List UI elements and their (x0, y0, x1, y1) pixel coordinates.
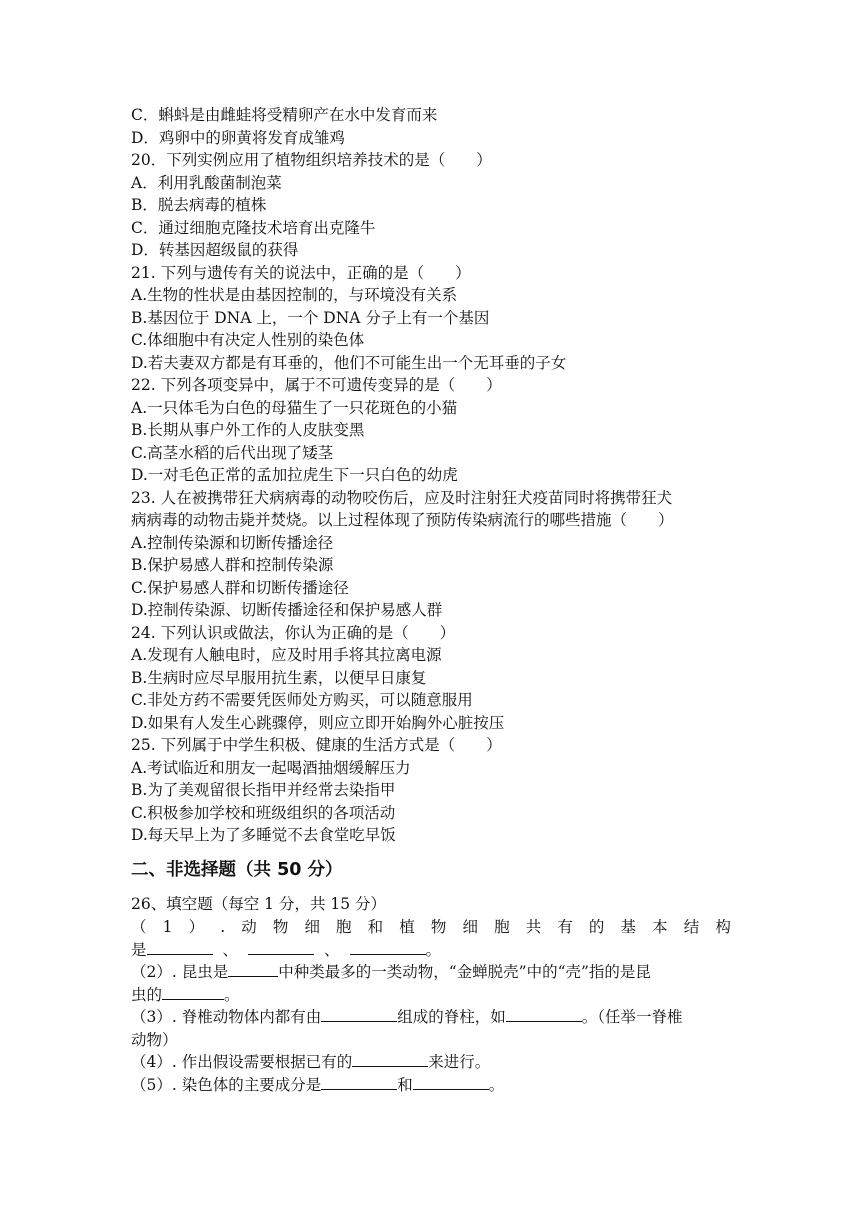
q24-option-d: D.如果有人发生心跳骤停，则应立即开始胸外心脏按压 (131, 714, 505, 732)
q26-part1-text: 是 (131, 941, 147, 959)
answer-blank[interactable] (506, 1007, 582, 1022)
q20-option-a: A．利用乳酸菌制泡菜 (131, 174, 282, 192)
q26-part1-char: . (220, 918, 226, 936)
q26-part5-text: 。 (488, 1076, 505, 1094)
q26-part1-char: 物 (272, 918, 289, 936)
q25-option-d: D.每天早上为了多睡觉不去食堂吃早饭 (131, 826, 396, 844)
q26-part1-char: 基 (620, 918, 637, 936)
answer-blank[interactable] (228, 962, 278, 977)
q26-part2-text: 中种类最多的一类动物，“金蝉脱壳”中的“壳”指的是昆 (278, 963, 651, 981)
q26-part1-char: ） (188, 918, 205, 936)
q26-part1-char: 本 (652, 918, 668, 936)
q22-stem: 22. 下列各项变异中，属于不可遗传变异的是（ ） (131, 376, 502, 394)
q21-option-b: B.基因位于 DNA 上，一个 DNA 分子上有一个基因 (131, 309, 490, 327)
q23-option-d: D.控制传染源、切断传播途径和保护易感人群 (131, 601, 443, 619)
answer-blank[interactable] (350, 940, 426, 955)
q23-option-c: C.保护易感人群和切断传播途径 (131, 579, 349, 597)
q23-option-b: B.保护易感人群和控制传染源 (131, 556, 334, 574)
q25-option-b: B.为了美观留很长指甲并经常去染指甲 (131, 781, 396, 799)
q26-part2-line2 (131, 984, 731, 1006)
q26-part3-text: 组成的脊柱，如 (397, 1008, 506, 1026)
q22-option-d: D.一对毛色正常的孟加拉虎生下一只白色的幼虎 (131, 466, 458, 484)
q26-part1-char: （ (131, 918, 147, 936)
q26-part1-char: 有 (557, 918, 573, 936)
q22-option-c: C.高茎水稻的后代出现了矮茎 (131, 444, 334, 462)
answer-blank[interactable] (321, 1007, 397, 1022)
answer-blank[interactable] (162, 985, 224, 1000)
q21-option-a: A.生物的性状是由基因控制的，与环境没有关系 (131, 286, 458, 304)
q26-part4-text: 来进行。 (428, 1053, 491, 1071)
answer-blank[interactable] (248, 940, 314, 955)
q19-option-c: C．蝌蚪是由雌蛙将受精卵产在水中发育而来 (131, 106, 438, 124)
q26-part3-line1 (131, 1006, 731, 1028)
q20-option-d: D．转基因超级鼠的获得 (131, 241, 299, 259)
q26-part3-line2: 动物） (131, 1031, 178, 1049)
q22-option-a: A.一只体毛为白色的母猫生了一只花斑色的小猫 (131, 399, 458, 417)
q25-option-c: C.积极参加学校和班级组织的各项活动 (131, 804, 396, 822)
q26-part1-char: 胞 (336, 918, 352, 936)
q26-part1-char: 结 (683, 918, 700, 936)
q19-option-d: D．鸡卵中的卵黄将发育成雏鸡 (131, 129, 345, 147)
q21-option-c: C.体细胞中有决定人性别的染色体 (131, 331, 365, 349)
q26-part4-text: （4）. 作出假设需要根据已有的 (131, 1053, 353, 1071)
q26-part5-text: 和 (397, 1076, 413, 1094)
q26-part5 (131, 1074, 731, 1096)
q21-option-d: D.若夫妻双方都是有耳垂的，他们不可能生出一个无耳垂的子女 (131, 354, 567, 372)
q26-part1-line2 (131, 939, 731, 961)
answer-blank[interactable] (413, 1075, 489, 1090)
q26-part5-text: （5）. 染色体的主要成分是 (131, 1076, 322, 1094)
q25-option-a: A.考试临近和朋友一起喝酒抽烟缓解压力 (131, 759, 411, 777)
q21-stem: 21. 下列与遗传有关的说法中，正确的是（ ） (131, 264, 471, 282)
q20-stem: 20．下列实例应用了植物组织培养技术的是（ ） (131, 151, 492, 169)
q26-part4 (131, 1051, 731, 1073)
q20-option-c: C．通过细胞克隆技术培育出克隆牛 (131, 219, 376, 237)
q26-part1-char: 植 (399, 918, 415, 936)
q26-part1-line1 (131, 916, 731, 938)
answer-blank[interactable] (147, 940, 213, 955)
q26-part1-end: 。 (425, 941, 442, 959)
q26-part1-char: 1 (162, 918, 173, 936)
separator: 、 (222, 941, 239, 959)
q23-option-a: A.控制传染源和切断传播途径 (131, 534, 334, 552)
q26-part1-char: 胞 (494, 918, 510, 936)
q26-part1-char: 动 (241, 918, 257, 936)
q26-part1-char: 构 (715, 918, 731, 936)
q26-part2-text: （2）. 昆虫是 (131, 963, 229, 981)
q26-part2-line1 (131, 961, 731, 983)
q26-part1-char: 的 (588, 918, 605, 936)
q23-stem-line2: 病病毒的动物击毙并焚烧。以上过程体现了预防传染病流行的哪些措施（ ） (131, 511, 674, 529)
q26-title: 26、填空题（每空 1 分，共 15 分） (131, 895, 387, 913)
q26-part1-char: 细 (304, 918, 320, 936)
q26-part1-char: 共 (525, 918, 542, 936)
q24-option-c: C.非处方药不需要凭医师处方购买，可以随意服用 (131, 691, 473, 709)
q20-option-b: B．脱去病毒的植株 (131, 196, 267, 214)
q26-part3-text: （3）. 脊椎动物体内都有由 (131, 1008, 322, 1026)
separator: 、 (324, 941, 340, 959)
q26-part1-char: 和 (367, 918, 384, 936)
answer-blank[interactable] (352, 1052, 428, 1067)
q26-part3-text: 。（任举一脊椎 (581, 1008, 683, 1026)
q24-stem: 24. 下列认识或做法，你认为正确的是（ ） (131, 624, 456, 642)
q24-option-a: A.发现有人触电时，应及时用手将其拉离电源 (131, 646, 442, 664)
q25-stem: 25. 下列属于中学生积极、健康的生活方式是（ ） (131, 736, 502, 754)
q24-option-b: B.生病时应尽早服用抗生素，以便早日康复 (131, 669, 427, 687)
answer-blank[interactable] (321, 1075, 397, 1090)
q26-part2-text: 。 (224, 986, 240, 1004)
q26-part1-char: 物 (430, 918, 447, 936)
q26-part1-char: 细 (462, 918, 478, 936)
q26-part2-text: 虫的 (131, 986, 163, 1004)
q23-stem-line1: 23. 人在被携带狂犬病病毒的动物咬伤后，应及时注射狂犬疫苗同时将携带狂犬 (131, 489, 673, 507)
q22-option-b: B.长期从事户外工作的人皮肤变黑 (131, 421, 365, 439)
section-heading: 二、非选择题（共 50 分） (131, 860, 343, 880)
